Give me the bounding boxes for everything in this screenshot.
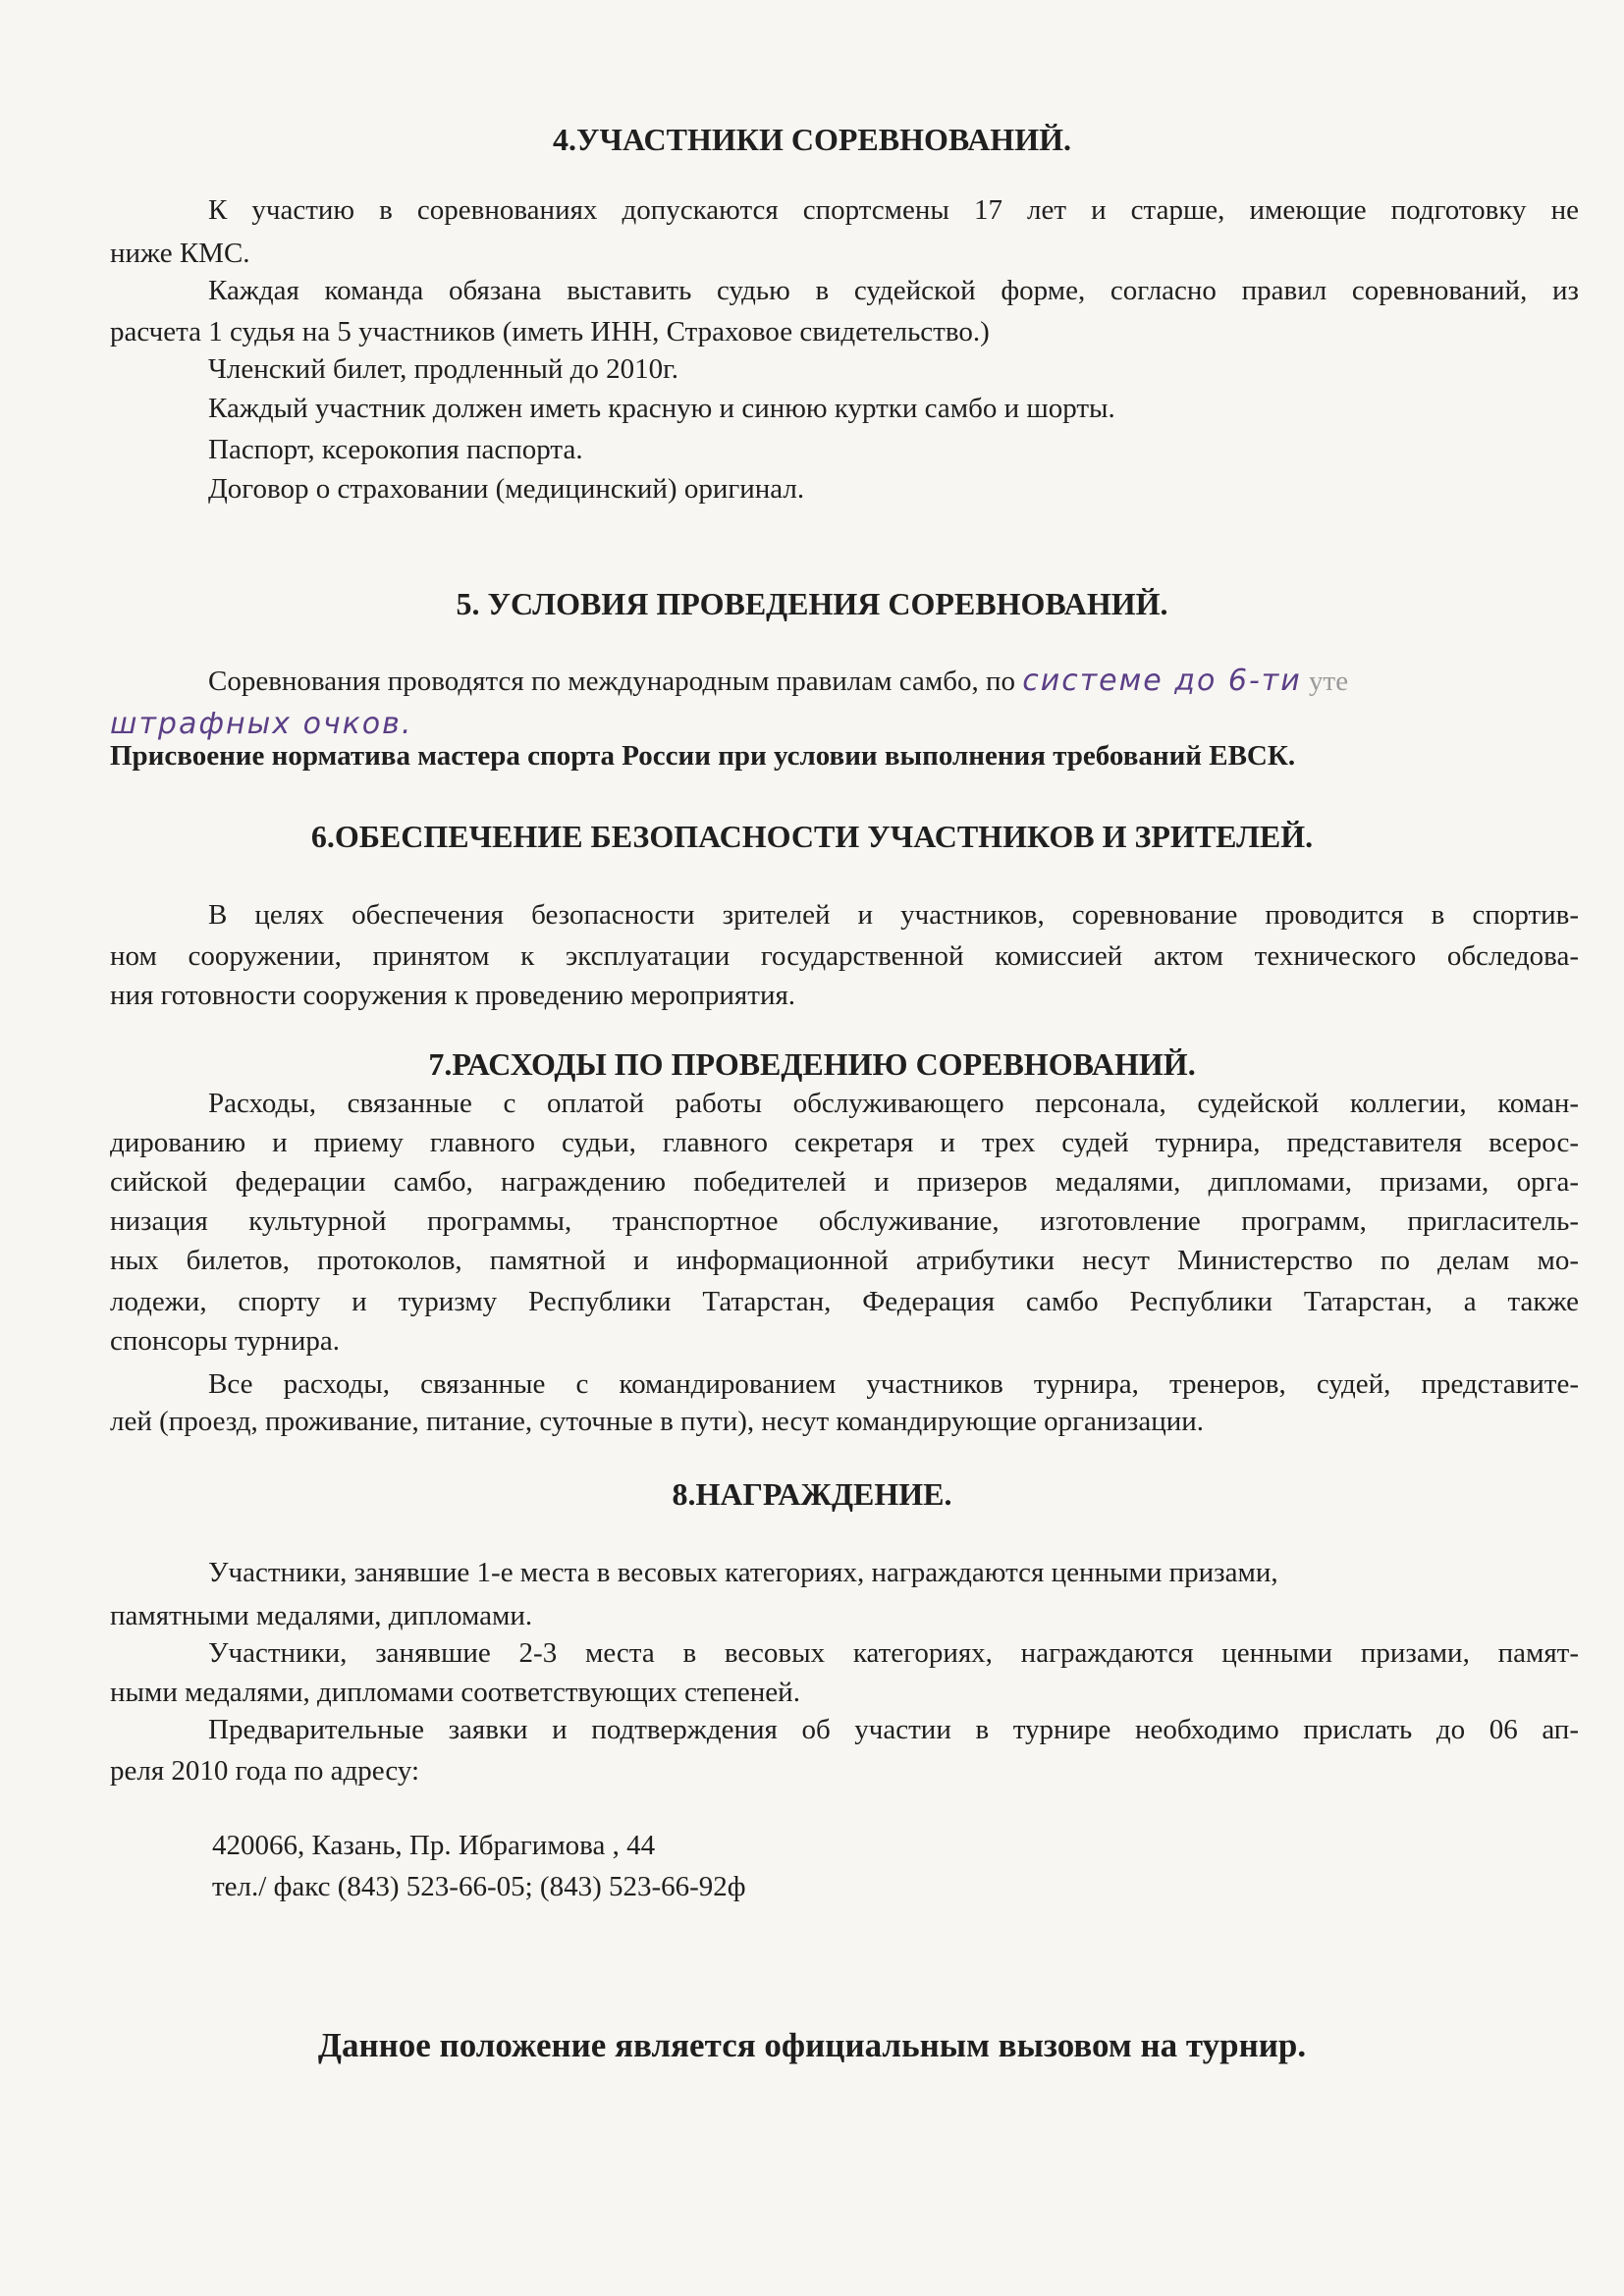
section-6-title: 6.ОБЕСПЕЧЕНИЕ БЕЗОПАСНОСТИ УЧАСТНИКОВ И ЗРИТЕЛЕЙ. xyxy=(310,819,1314,854)
s8-line-5: Предварительные заявки и подтверждения об участии в турнире необходимо прислать до 06 ап- xyxy=(208,1714,1579,1745)
section-7-title: 7.РАСХОДЫ ПО ПРОВЕДЕНИЮ СОРЕВНОВАНИЙ. xyxy=(428,1046,1196,1082)
s7-line-3: сийской федерации самбо, награждению победителей и призеров медалями, дипломами, призами, орга- xyxy=(110,1166,1579,1198)
s7-line-6: лодежи, спорту и туризму Республики Татарстан, Федерация самбо Республики Татарстан, а также xyxy=(110,1286,1579,1317)
handwritten-note-1: системе до 6-ти xyxy=(1022,664,1302,698)
s4-line-7: Паспорт, ксерокопия паспорта. xyxy=(208,434,583,465)
s8-line-2: памятными медалями, дипломами. xyxy=(110,1600,533,1631)
s5-bold-line: Присвоение норматива мастера спорта России при условии выполнения требований ЕВСК. xyxy=(110,740,1296,772)
s4-line-4: расчета 1 судья на 5 участников (иметь ИНН, Страховое свидетельство.) xyxy=(110,316,990,347)
s4-line-6: Каждый участник должен иметь красную и синюю куртки самбо и шорты. xyxy=(208,393,1115,424)
s7-line-2: дированию и приему главного судьи, главного секретаря и трех судей турнира, представителя всерос- xyxy=(110,1127,1579,1158)
s5-line-1-printed: Соревнования проводятся по международным правилам самбо, по xyxy=(208,666,1015,697)
s6-line-2: ном сооружении, принятом к эксплуатации государственной комиссией актом технического обследова- xyxy=(110,940,1579,972)
s7-line-4: низация культурной программы, транспортное обслуживание, изготовление программ, пригласитель- xyxy=(110,1205,1579,1237)
s6-line-1: В целях обеспечения безопасности зрителей и участников, соревнование проводится в спортив- xyxy=(208,899,1579,931)
s4-line-3: Каждая команда обязана выставить судью в судейской форме, согласно правил соревнований, из xyxy=(208,275,1579,306)
s4-line-2: ниже КМС. xyxy=(110,238,250,269)
s7-line-8: Все расходы, связанные с командированием участников турнира, тренеров, судей, представите- xyxy=(208,1368,1579,1400)
address-line: 420066, Казань, Пр. Ибрагимова , 44 xyxy=(212,1830,656,1861)
s7-line-5: ных билетов, протоколов, памятной и информационной атрибутики несут Министерство по делам мо- xyxy=(110,1245,1579,1276)
s8-line-3: Участники, занявшие 2-3 места в весовых категориях, награждаются ценными призами, памят- xyxy=(208,1637,1579,1669)
s4-line-5: Членский билет, продленный до 2010г. xyxy=(208,353,679,385)
s7-line-7: спонсоры турнира. xyxy=(110,1325,340,1357)
s8-line-6: реля 2010 года по адресу: xyxy=(110,1755,420,1787)
section-8-title: 8.НАГРАЖДЕНИЕ. xyxy=(672,1476,952,1512)
s8-line-1: Участники, занявшие 1-е места в весовых категориях, награждаются ценными призами, xyxy=(208,1557,1278,1588)
section-4-title: 4.УЧАСТНИКИ СОРЕВНОВАНИЙ. xyxy=(553,122,1071,157)
s5-line-1 xyxy=(208,664,1348,699)
s4-line-1: К участию в соревнованиях допускаются спортсмены 17 лет и старше, имеющие подготовку не xyxy=(208,194,1579,226)
s5-line-2 xyxy=(110,707,412,742)
s7-line-1: Расходы, связанные с оплатой работы обслуживающего персонала, судейской коллегии, коман- xyxy=(208,1088,1579,1119)
section-5-title: 5. УСЛОВИЯ ПРОВЕДЕНИЯ СОРЕВНОВАНИЙ. xyxy=(456,586,1168,621)
s8-line-4: ными медалями, дипломами соответствующих степеней. xyxy=(110,1677,800,1708)
s5-faded-text-1: уте xyxy=(1309,666,1349,697)
s4-line-8: Договор о страховании (медицинский) оригинал. xyxy=(208,473,805,505)
phone-fax-line: тел./ факс (843) 523-66-05; (843) 523-66-92ф xyxy=(212,1871,746,1902)
handwritten-note-2: штрафных очков. xyxy=(110,707,413,741)
s7-line-9: лей (проезд, проживание, питание, суточные в пути), несут командирующие организации. xyxy=(110,1406,1205,1437)
closing-statement: Данное положение является официальным вызовом на турнир. xyxy=(317,2026,1307,2064)
s6-line-3: ния готовности сооружения к проведению мероприятия. xyxy=(110,980,796,1011)
